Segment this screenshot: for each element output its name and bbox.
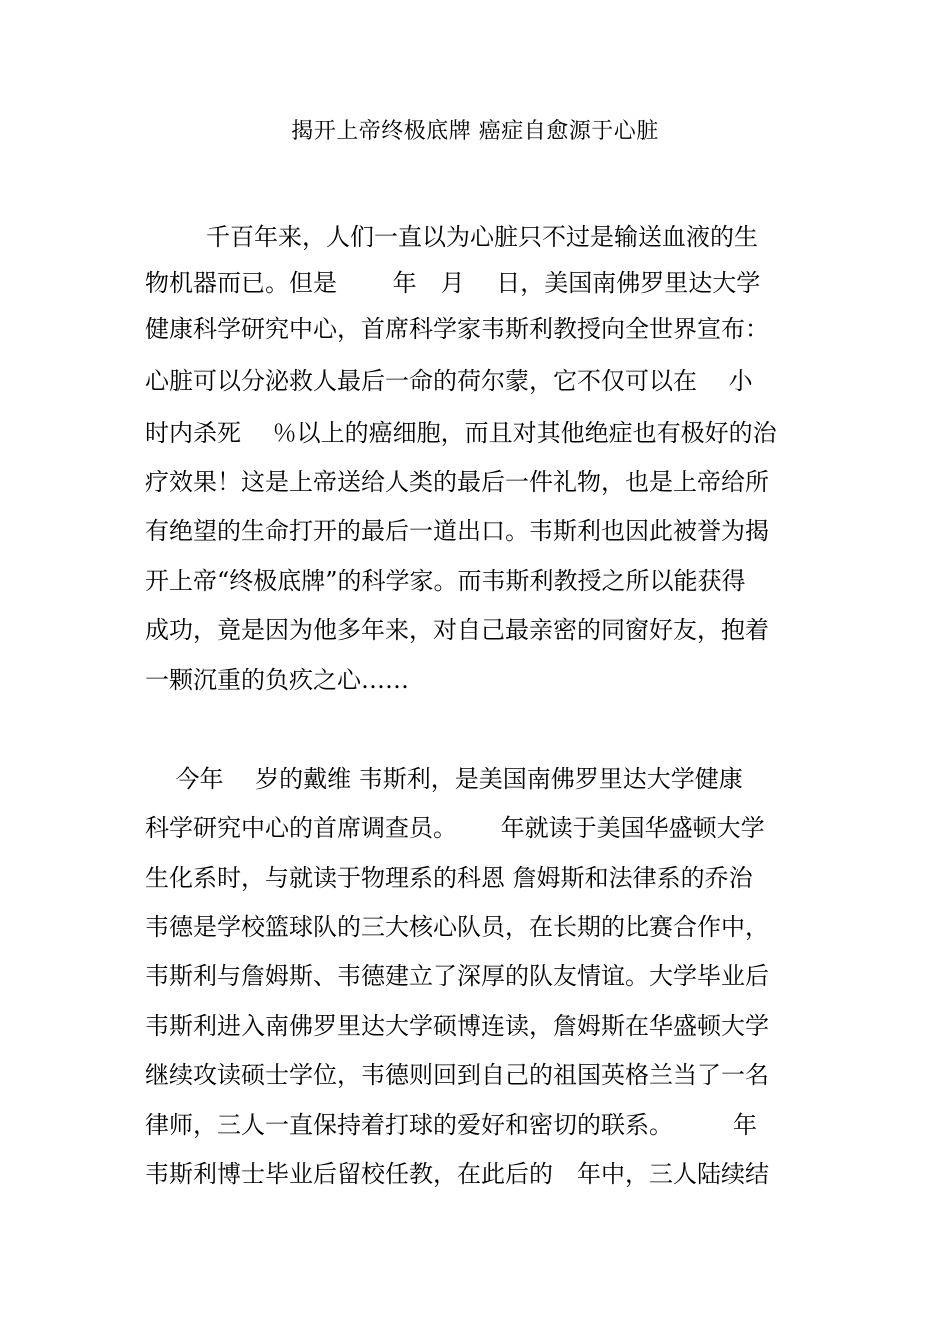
text-line: 有绝望的生命打开的最后一道出口。韦斯利也因此被誉为揭 xyxy=(145,517,769,545)
document-title: 揭开上帝终极底牌 癌症自愈源于心脏 xyxy=(291,119,659,144)
text-line: 继续攻读硕士学位，韦德则回到自己的祖国英格兰当了一名 xyxy=(145,1061,769,1089)
text-line: 千百年来，人们一直以为心脏只不过是输送血液的生 xyxy=(145,223,759,251)
text-line: 生化系时，与就读于物理系的科恩 詹姆斯和法律系的乔治 xyxy=(145,864,753,892)
text-line: 韦德是学校篮球队的三大核心队员，在长期的比赛合作中， xyxy=(145,913,769,941)
text-line: 科学研究中心的首席调查员。 年就读于美国华盛顿大学 xyxy=(145,814,765,842)
text-line: 物机器而已。但是 年 月 日，美国南佛罗里达大学 xyxy=(145,269,761,297)
text-line: 疗效果！这是上帝送给人类的最后一件礼物，也是上帝给所 xyxy=(145,468,769,496)
text-line: 今年 岁的戴维 韦斯利，是美国南佛罗里达大学健康 xyxy=(145,765,743,793)
text-line: 一颗沉重的负疚之心…… xyxy=(145,666,409,694)
text-line: 韦斯利与詹姆斯、韦德建立了深厚的队友情谊。大学毕业后 xyxy=(145,962,769,990)
text-line: 韦斯利博士毕业后留校任教，在此后的 年中，三人陆续结 xyxy=(145,1160,769,1188)
text-line: 韦斯利进入南佛罗里达大学硕博连读，詹姆斯在华盛顿大学 xyxy=(145,1012,769,1040)
text-line: 成功，竟是因为他多年来，对自己最亲密的同窗好友，抱着 xyxy=(145,616,769,644)
text-line: 心脏可以分泌救人最后一命的荷尔蒙，它不仅可以在 小 xyxy=(145,367,753,395)
text-line: 律师，三人一直保持着打球的爱好和密切的联系。 年 xyxy=(145,1111,757,1139)
text-line: 健康科学研究中心，首席科学家韦斯利教授向全世界宣布： xyxy=(145,315,769,343)
text-line: 时内杀死 ％以上的癌细胞，而且对其他绝症也有极好的治 xyxy=(145,419,777,447)
text-line: 开上帝“终极底牌”的科学家。而韦斯利教授之所以能获得 xyxy=(145,567,746,595)
